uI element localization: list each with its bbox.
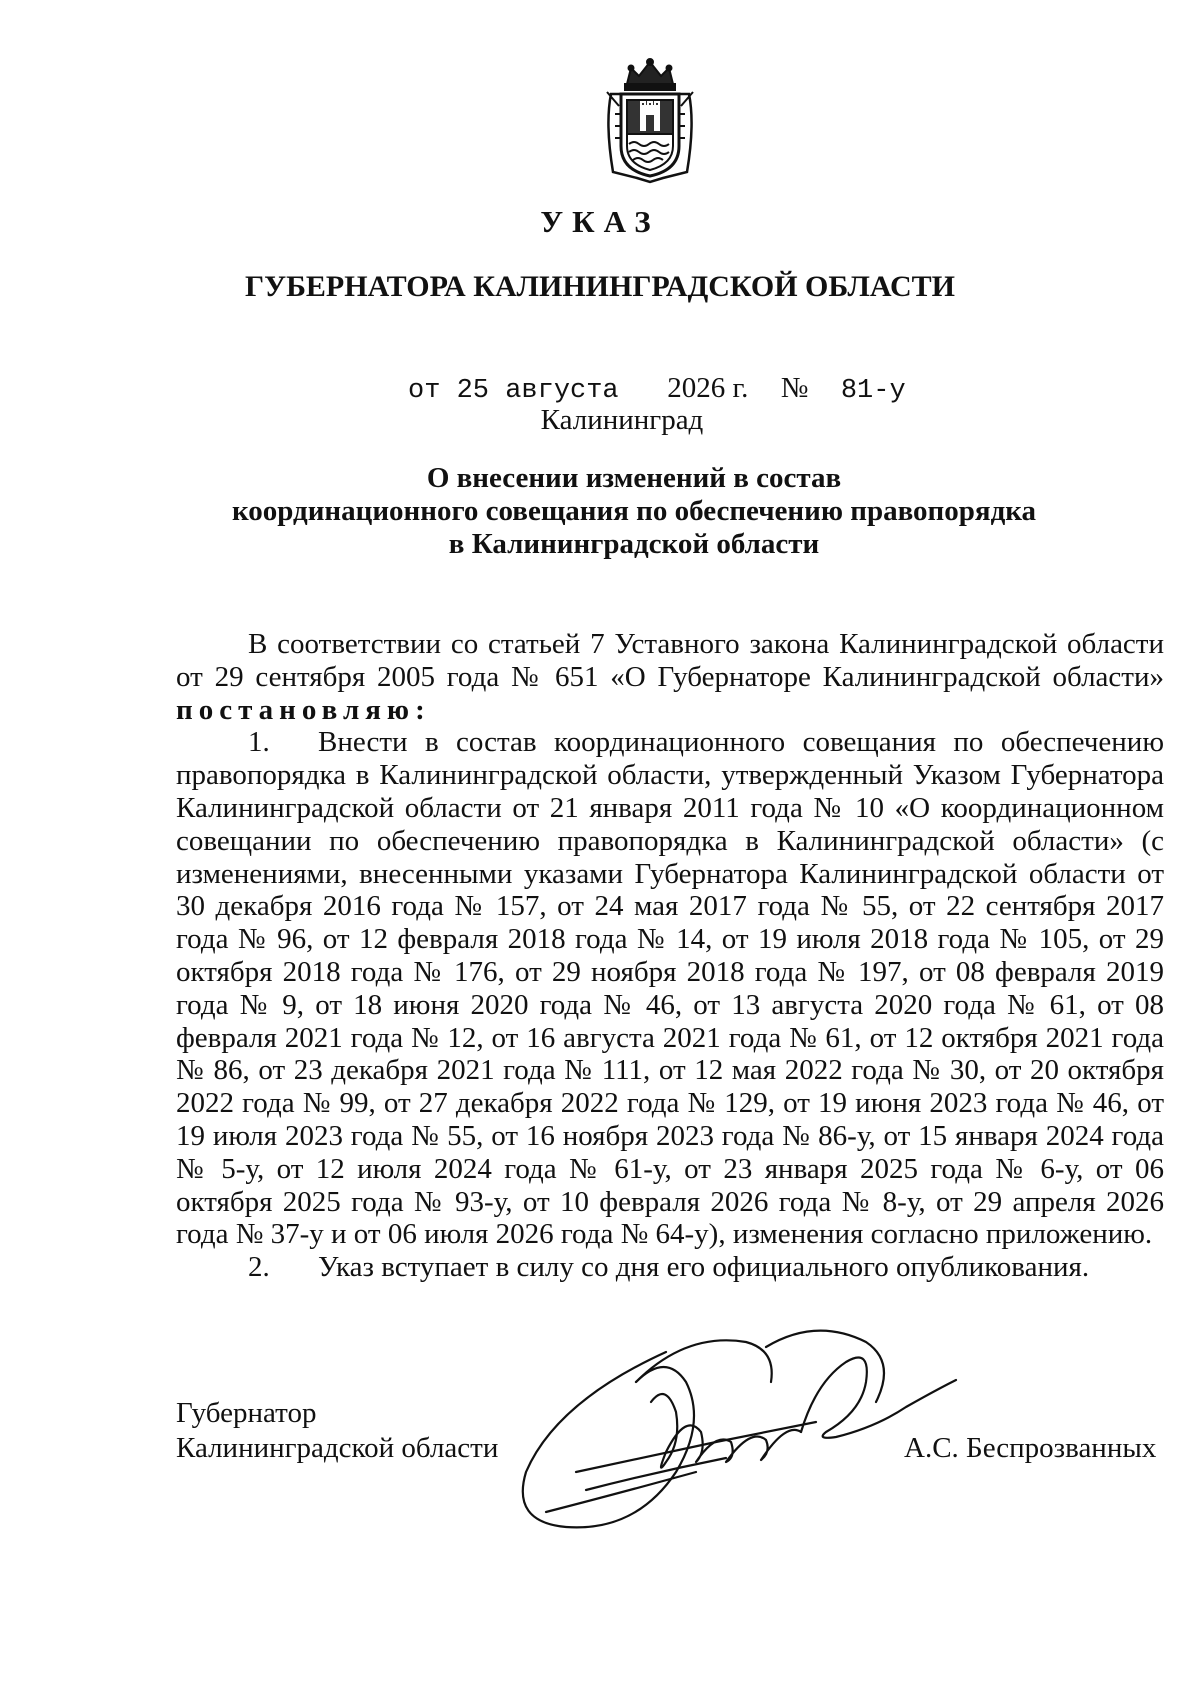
coat-of-arms-icon — [597, 54, 703, 184]
item-number: 1. — [248, 726, 270, 759]
title-line: О внесении изменений в состав — [426, 462, 842, 494]
signatory-position — [176, 1396, 498, 1466]
document-type: УКАЗ — [540, 204, 660, 239]
title-line: координационного совещания по обеспечению правопорядка — [231, 495, 1037, 527]
item-1 — [176, 726, 1164, 1251]
dateline — [408, 372, 906, 406]
signatory-name: А.С. Беспрозванных — [904, 1432, 1157, 1464]
decree-number: 81-у — [840, 376, 906, 406]
date-prefix: от 25 августа — [408, 376, 619, 406]
item-text: Внести в состав координационного совещания по обеспечению правопорядка в Калининградской области, утвержденный Указом Губернатора Калининградской области от 21 января 2011 года № 10 «О координационном совещании по обеспечению правопорядка в Калининградской области» (с изменениями, внесенными указами Губернатора Калининградской области от 30 декабря 2016 года № 157, от 24 мая 2017 года № 55, от 22 сентября 2017 года № 96, от 12 февраля 2018 года № 14, от 19 июля 2018 года № 105, от 29 октября 2018 года № 176, от 29 ноября 2018 года № 197, от 08 февраля 2019 года № 9, от 18 июня 2020 года № 46, от 13 августа 2020 года № 61, от 08 февраля 2021 года № 12, от 16 августа 2021 года № 61, от 12 октября 2021 года № 86, от 23 декабря 2021 года № 111, от 12 мая 2022 года № 30, от 20 октября 2022 года № 99, от 27 декабря 2022 года № 129, от 19 июня 2023 года № 46, от 19 июля 2023 года № 55, от 16 ноября 2023 года № 86-у, от 15 января 2024 года № 5-у, от 12 июля 2024 года № 61-у, от 23 января 2025 года № 6-у, от 06 октября 2025 года № 93-у, от 10 февраля 2026 года № 8-у, от 29 апреля 2026 года № 37-у и от 06 июля 2026 года № 64-у), изменения согласно приложению. — [176, 726, 1164, 1251]
position-line: Губернатор — [176, 1397, 317, 1429]
decree-body — [176, 628, 1164, 1284]
item-text: Указ вступает в силу со дня его официального опубликования. — [318, 1251, 1090, 1284]
city: Калининград — [540, 404, 704, 436]
number-sign: № — [780, 372, 809, 404]
position-line: Калининградской области — [176, 1432, 499, 1464]
resolves-word: постановляю: — [176, 693, 431, 726]
decree-title — [0, 462, 1200, 561]
issuer-heading: ГУБЕРНАТОРА КАЛИНИНГРАДСКОЙ ОБЛАСТИ — [244, 270, 956, 303]
preamble — [176, 628, 1164, 726]
title-line: в Калининградской области — [448, 528, 820, 560]
preamble-text: В соответствии со статьей 7 Уставного закона Калининградской области от 29 сентября 2005 года № 651 «О Губернаторе Калининградской области» — [176, 628, 1164, 693]
item-number: 2. — [248, 1251, 270, 1284]
item-2 — [176, 1251, 1164, 1284]
date-year: 2026 г. — [667, 372, 749, 404]
handwritten-signature — [516, 1322, 966, 1542]
